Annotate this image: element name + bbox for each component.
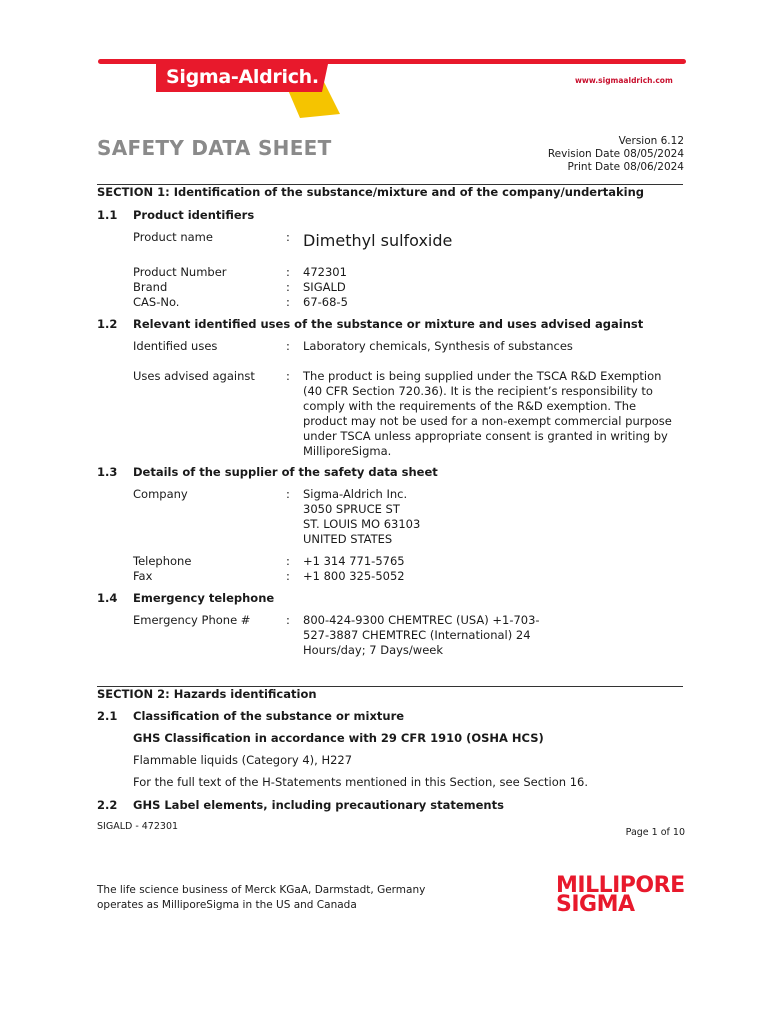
subsection-number: 1.3 (97, 465, 118, 479)
cas-number: 67-68-5 (303, 295, 348, 309)
subsection-number: 2.2 (97, 798, 118, 812)
classification: Flammable liquids (Category 4), H227 (133, 753, 353, 767)
brand-label: Brand (133, 280, 168, 294)
emergency-phone: 800-424-9300 CHEMTREC (USA) +1-703- 527-3887 CHEMTREC (International) 24 Hours/day; 7 Days/week (303, 613, 540, 657)
fax: +1 800 325-5052 (303, 569, 405, 583)
subsection-title: Classification of the substance or mixture (133, 709, 405, 723)
subsection-title: Emergency telephone (133, 591, 275, 605)
uses-advised-against-label: Uses advised against (133, 369, 255, 383)
product-name: Dimethyl sulfoxide (303, 231, 453, 250)
section-2-heading: SECTION 2: Hazards identification (97, 687, 317, 701)
document-title: SAFETY DATA SHEET (97, 136, 332, 160)
product-name-label: Product name (133, 230, 213, 244)
subsection-number: 1.4 (97, 591, 118, 605)
milliporesigma-logo: MILLIPORE SIGMA (556, 873, 685, 917)
brand: SIGALD (303, 280, 346, 294)
subsection-number: 1.2 (97, 317, 118, 331)
identified-uses: Laboratory chemicals, Synthesis of substances (303, 339, 573, 353)
identified-uses-label: Identified uses (133, 339, 218, 353)
subsection-title: Details of the supplier of the safety data sheet (133, 465, 438, 479)
page-number: Page 1 of 10 (625, 827, 685, 838)
company-address: Sigma-Aldrich Inc. 3050 SPRUCE ST ST. LOUIS MO 63103 UNITED STATES (303, 487, 421, 546)
product-number-label: Product Number (133, 265, 227, 279)
product-code: SIGALD - 472301 (97, 821, 179, 832)
logo-text: Sigma-Aldrich. (166, 66, 319, 88)
h-statements-note: For the full text of the H-Statements mentioned in this Section, see Section 16. (133, 775, 589, 789)
version-block (548, 135, 684, 174)
subsection-title: Relevant identified uses of the substance or mixture and uses advised against (133, 317, 644, 331)
sigma-aldrich-logo (150, 62, 350, 118)
uses-advised-against: The product is being supplied under the TSCA R&D Exemption (40 CFR Section 720.36). It is the recipient’s responsibility to comply with the requirements of the R&D exemption. The product may not be used for a non-exempt commercial purpose under TSCA unless appropriate consent is granted in writing by MilliporeSigma. (303, 369, 672, 458)
version: Version 6.12 (618, 135, 684, 147)
telephone: +1 314 771-5765 (303, 554, 405, 568)
fax-label: Fax (133, 569, 153, 583)
website-url[interactable]: www.sigmaaldrich.com (575, 76, 673, 85)
company-label: Company (133, 487, 188, 501)
subsection-number: 1.1 (97, 208, 118, 222)
product-number: 472301 (303, 265, 347, 279)
telephone-label: Telephone (133, 554, 192, 568)
ghs-classification-heading: GHS Classification in accordance with 29 CFR 1910 (OSHA HCS) (133, 731, 544, 745)
section-1-heading: SECTION 1: Identification of the substance/mixture and of the company/undertaking (97, 185, 645, 199)
cas-label: CAS-No. (133, 295, 180, 309)
subsection-number: 2.1 (97, 709, 118, 723)
subsection-title: Product identifiers (133, 208, 255, 222)
print-date: Print Date 08/06/2024 (567, 161, 684, 173)
subsection-title: GHS Label elements, including precautionary statements (133, 798, 504, 812)
revision-date: Revision Date 08/05/2024 (547, 148, 684, 160)
emergency-phone-label: Emergency Phone # (133, 613, 251, 627)
business-statement: The life science business of Merck KGaA, Darmstadt, Germany operates as MilliporeSigma in the US and Canada (97, 884, 426, 911)
